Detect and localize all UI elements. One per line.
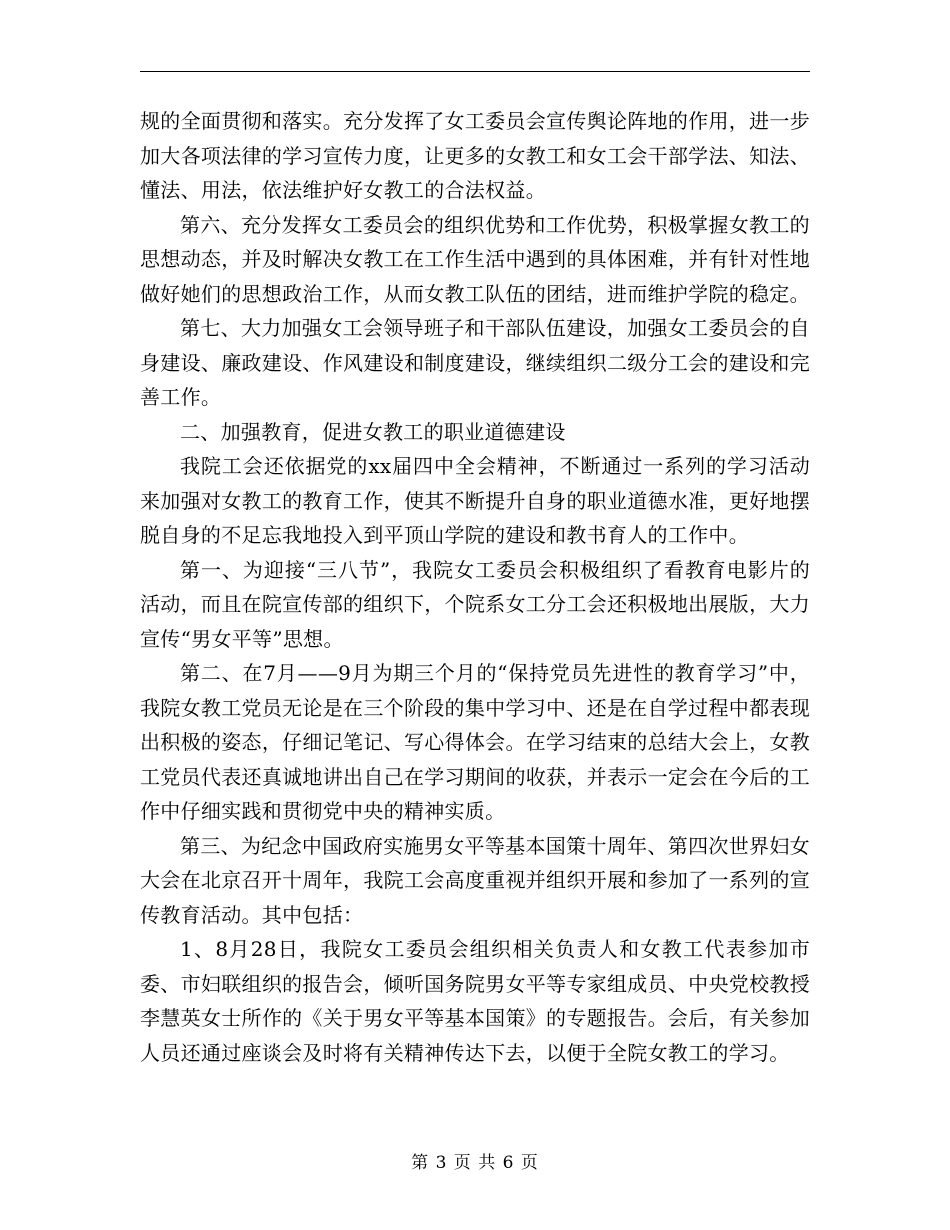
paragraph-2: 第六、充分发挥女工委员会的组织优势和工作优势，积极掌握女教工的思想动态，并及时解决女教工在工作生活中遇到的具体困难，并有针对性地做好她们的思想政治工作，从而女教工队伍的团结，进而维护学院的稳定。 (140, 212, 810, 306)
paragraph-3: 第七、大力加强女工会领导班子和干部队伍建设，加强女工委员会的自身建设、廉政建设、作风建设和制度建设，继续组织二级分工会的建设和完善工作。 (140, 316, 810, 409)
paragraph-5: 我院工会还依据党的xx届四中全会精神，不断通过一系列的学习活动来加强对女教工的教育工作，使其不断提升自身的职业道德水准，更好地摆脱自身的不足忘我地投入到平顶山学院的建设和教书育人的工作中。 (140, 454, 810, 547)
page-footer: 第 3 页 共 6 页 (411, 1153, 539, 1173)
document-body (140, 104, 810, 1070)
section-heading: 二、加强教育，促进女教工的职业道德建设 (180, 419, 566, 444)
paragraph-1: 规的全面贯彻和落实。充分发挥了女工委员会宣传舆论阵地的作用，进一步加大各项法律的学习宣传力度，让更多的女教工和女工会干部学法、知法、懂法、用法，依法维护好女教工的合法权益。 (140, 109, 810, 202)
header-rule (140, 71, 810, 72)
paragraph-8: 第三、为纪念中国政府实施男女平等基本国策十周年、第四次世界妇女大会在北京召开十周年，我院工会高度重视并组织开展和参加了一系列的宣传教育活动。其中包括： (140, 833, 810, 927)
paragraph-7: 第二、在7月——9月为期三个月的“保持党员先进性的教育学习”中，我院女教工党员无论是在三个阶段的集中学习中、还是在自学过程中都表现出积极的姿态，仔细记笔记、写心得体会。在学习结束的总结大会上，女教工党员代表还真诚地讲出自己在学习期间的收获，并表示一定会在今后的工作中仔细实践和贯彻党中央的精神实质。 (140, 661, 810, 823)
paragraph-6: 第一、为迎接“三八节”，我院女工委员会积极组织了看教育电影片的活动，而且在院宣传部的组织下，个院系女工分工会还积极地出展版，大力宣传“男女平等”思想。 (140, 557, 810, 651)
paragraph-9: 1、8月28日，我院女工委员会组织相关负责人和女教工代表参加市委、市妇联组织的报告会，倾听国务院男女平等专家组成员、中央党校教授李慧英女士所作的《关于男女平等基本国策》的专题报告。会后，有关参加人员还通过座谈会及时将有关精神传达下去，以便于全院女教工的学习。 (140, 937, 810, 1065)
